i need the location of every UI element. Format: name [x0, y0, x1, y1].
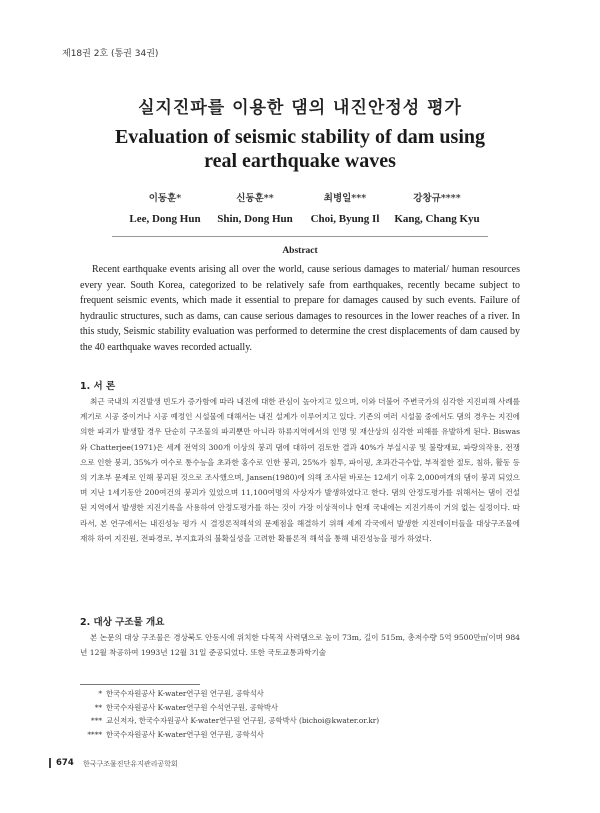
footnote-text: 한국수자원공사 K-water연구원 연구원, 공학석사 [106, 729, 264, 739]
footnote-mark: ** [94, 702, 102, 712]
author-2-english-name: Shin, Dong Hun [217, 213, 293, 225]
abstract-text: Recent earthquake events arising all over the world, cause serious damages to material/ human resources every year. South Korea, categorized to be relatively safe from earthquakes, recently became subject to frequent seismic events, which made it essential to prepare for damages caused by such events. Failure of hydraulic structures, such as dams, can cause serious damages to resources in the lower reaches of a river. In this study, Seismic stability evaluation was performed to determine the crest displacements of dam caused by the 40 earthquake waves recorded actually. [80, 264, 520, 353]
section-2-text: 본 논문의 대상 구조물은 경상북도 안동시에 위치한 다목적 사력댐으로 높이 73m, 길이 515m, 총저수량 5억 9500만㎥이며 984년 12월 착공하여 1993년 12월 31일 준공되었다. 또한 국토교통과학기술 [80, 633, 520, 658]
author-3-english-name: Choi, Byung Il [310, 213, 380, 225]
footnote-text: 한국수자원공사 K-water연구원 연구원, 공학석사 [106, 689, 264, 698]
author-1-korean-name: 이동훈* [148, 193, 182, 204]
section-2-heading: 2. 대상 구조물 개요 [80, 617, 165, 628]
page-number: 674 [56, 758, 74, 768]
footnote [80, 687, 379, 701]
footer-bar [49, 758, 51, 768]
author-3-korean-name: 최병일*** [323, 193, 367, 204]
footnote-mark: **** [87, 729, 102, 739]
footnote [80, 714, 379, 728]
footnote-mark: * [98, 689, 102, 698]
author-4-english-name: Kang, Chang Kyu [394, 213, 480, 225]
issue-header: 제18권 2호 (통권 34권) [62, 49, 159, 59]
author-2-korean-name: 신동훈** [236, 193, 274, 204]
abstract-heading: Abstract [282, 246, 318, 256]
title-divider [112, 236, 488, 237]
section-1-heading: 1. 서 론 [80, 381, 116, 392]
footnote-divider [80, 684, 200, 685]
english-title: Evaluation of seismic stability of dam using real earthquake waves [114, 126, 486, 172]
footnote [80, 701, 379, 715]
footnotes [80, 687, 379, 741]
footnote-text: 한국수자원공사 K-water연구원 수석연구원, 공학박사 [106, 702, 278, 712]
korean-title: 실지진파를 이용한 댐의 내진안정성 평가 [138, 98, 462, 118]
footnote-text: 교신저자, 한국수자원공사 K-water연구원 연구원, 공학박사 (bichoi@kwater.or.kr) [106, 716, 380, 726]
author-4 [372, 190, 502, 225]
author-4-korean-name: 강창규**** [413, 193, 461, 204]
author-1-english-name: Lee, Dong Hun [129, 213, 201, 225]
footnote-mark: *** [91, 716, 102, 726]
journal-name: 한국구조물진단유지관리공학회 [83, 760, 178, 768]
section-1-text: 최근 국내의 지진발생 빈도가 증가함에 따라 내진에 대한 관심이 높아지고 있으며, 이와 더불어 주변국가의 심각한 지진피해 사례를 계기로 시공 중이거나 시공 예정인 시설물에 대해서는 내진 설계가 이루어지고 있다. 기존의 여러 시설물 중에서도 댐의 경우는 지진에 의한 파괴가 발생할 경우 단순히 구조물의 파괴뿐만 아니라 하류지역에서의 인명 및 재산상의 심각한 피해를 유발하게 된다. Biswas와 Chatterjee(1971)은 세계 전역의 300개 이상의 붕괴 댐에 대하여 검토한 결과 40%가 부실시공 및 불량재료, 파랑의작용, 전쟁으로 인한 붕괴, 35%가 여수로 통수능을 초과한 홍수로 인한 붕괴, 25%가 침투, 파이핑, 초과간극수압, 부적절한 절토, 침하, 활동 등의 기초부 문제로 인해 붕괴된 것으로 조사했으며, Jansen(1980)에 의해 조사된 바로는 12세기 이후 2,000여개의 댐이 붕괴 되었으며 지난 1세기동안 200여건의 붕괴가 있었으며 11,100여명의 사상자가 발생하였다고 한다. 댐의 안정도평가를 위해서는 댐이 건설된 지역에서 발생한 지진기록을 사용하여 안정도평가를 하는 것이 가장 이상적이나 현재 국내에는 지진기록이 거의 없는 실정이다. 따라서, 본 연구에서는 내진성능 평가 시 결정론적해석의 문제점을 해결하기 위해 세계 각국에서 발생한 지진데이터들을 대상구조물에 재하 하여 지진원, 전파경로, 부지효과의 불확실성을 고려한 확률론적 해석을 통해 내진성능을 평가 하였다. [80, 397, 520, 543]
footnote [80, 728, 379, 742]
